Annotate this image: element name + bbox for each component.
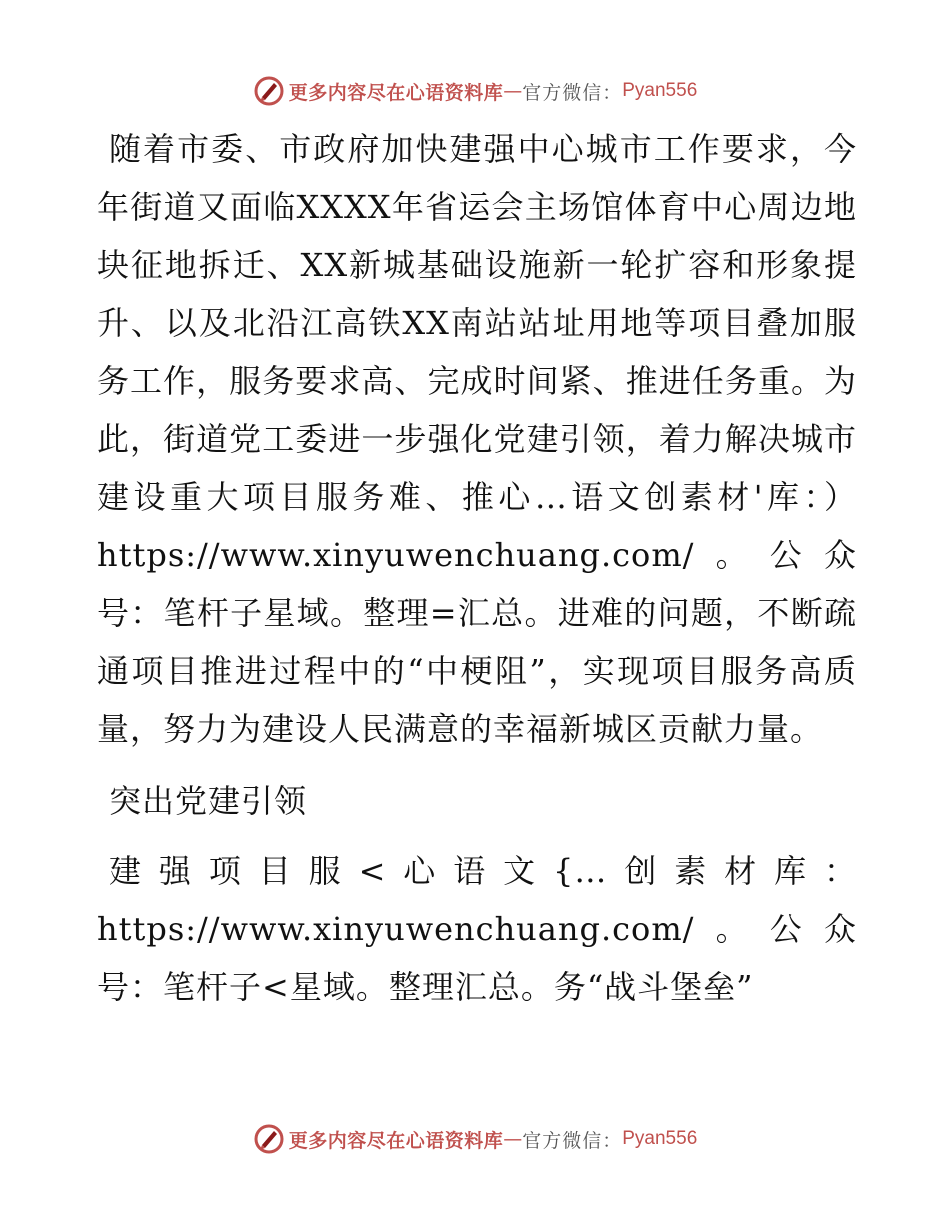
- banner-wechat-label: 官方微信：: [522, 1129, 623, 1152]
- banner-wechat-id: Pyan556: [622, 1128, 698, 1149]
- banner-dash: —: [503, 80, 523, 102]
- document-body: [97, 120, 857, 1016]
- banner-title: 更多内容尽在心语资料库: [288, 1129, 504, 1152]
- banner-title: 更多内容尽在心语资料库: [288, 81, 504, 104]
- paragraph-intro: 随着市委、市政府加快建强中心城市工作要求，今年街道又面临XXXX年省运会主场馆体育中心周边地块征地拆迁、XX新城基础设施新一轮扩容和形象提升、以及北沿江高铁XX南站站址用地等项目叠加服务工作，服务要求高、完成时间紧、推进任务重。为此，街道党工委进一步强化党建引领，着力解决城市建设重大项目服务难、推心…语文创素材'库：）https://www.xinyuwenchuang.com/。公众号：笔杆子星域。整理=汇总。进难的问题，不断疏通项目推进过程中的“中梗阻”，实现项目服务高质量，努力为建设人民满意的幸福新城区贡献力量。: [97, 130, 857, 748]
- logo-icon: [253, 1123, 285, 1155]
- banner-wechat-label: 官方微信：: [522, 81, 623, 104]
- header-banner: [0, 74, 950, 108]
- paragraph-section: 建强项目服<心语文{…创素材库：https://www.xinyuwenchuang.com/。公众号：笔杆子<星域。整理汇总。务“战斗堡垒”: [97, 852, 857, 1006]
- banner-dash: —: [503, 1128, 523, 1150]
- logo-icon: [253, 75, 285, 107]
- banner-wechat-id: Pyan556: [622, 80, 698, 101]
- footer-banner: [0, 1122, 950, 1156]
- section-heading: 突出党建引领: [109, 782, 308, 820]
